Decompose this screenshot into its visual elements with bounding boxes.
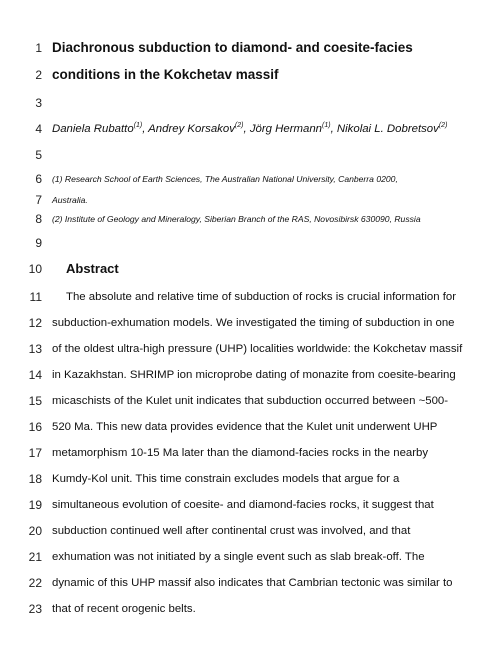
manuscript-line xyxy=(0,168,500,190)
abstract-line: of the oldest ultra-high pressure (UHP) localities worldwide: the Kokchetav massif xyxy=(52,343,463,355)
manuscript-line xyxy=(0,37,500,59)
line-number: 2 xyxy=(35,68,42,82)
line-number: 12 xyxy=(28,316,42,330)
abstract-heading: Abstract xyxy=(66,261,119,276)
author-name: Nikolai L. Dobretsov xyxy=(336,123,439,135)
manuscript-line xyxy=(0,364,500,386)
line-number: 9 xyxy=(35,236,42,250)
line-number: 3 xyxy=(35,96,42,110)
line-number: 13 xyxy=(28,342,42,356)
abstract-line: in Kazakhstan. SHRIMP ion microprobe dating of monazite from coesite-bearing xyxy=(52,369,456,381)
abstract-line: The absolute and relative time of subduction of rocks is crucial information for xyxy=(66,291,457,303)
manuscript-line xyxy=(0,520,500,542)
manuscript-line xyxy=(0,92,500,114)
manuscript-line xyxy=(0,312,500,334)
manuscript-line xyxy=(0,572,500,594)
line-number: 4 xyxy=(35,122,42,136)
author-affiliation-mark: (1) xyxy=(322,122,331,130)
line-number: 10 xyxy=(28,262,42,276)
manuscript-line xyxy=(0,468,500,490)
affiliation-2: (2) Institute of Geology and Mineralogy, Siberian Branch of the RAS, Novosibirsk 630090, Russia xyxy=(52,214,421,224)
line-number: 23 xyxy=(28,602,42,616)
author-name: Jörg Hermann xyxy=(249,123,322,135)
abstract-line: Kumdy-Kol unit. This time constrain excludes models that argue for a xyxy=(52,473,400,485)
title-line-2: conditions in the Kokchetav massif xyxy=(52,67,279,82)
abstract-line: dynamic of this UHP massif also indicates that Cambrian tectonic was similar to xyxy=(52,577,453,589)
author-name: Daniela Rubatto xyxy=(52,123,134,135)
manuscript-line xyxy=(0,390,500,412)
manuscript-line xyxy=(0,598,500,620)
abstract-line: simultaneous evolution of coesite- and diamond-facies rocks, it suggest that xyxy=(52,499,434,511)
line-number: 19 xyxy=(28,498,42,512)
manuscript-line xyxy=(0,546,500,568)
line-number: 11 xyxy=(29,290,42,304)
line-number: 21 xyxy=(28,550,42,564)
line-number: 22 xyxy=(28,576,42,590)
author-affiliation-mark: (1) xyxy=(133,122,143,130)
title-line-1: Diachronous subduction to diamond- and coesite-facies xyxy=(52,40,413,55)
author-affiliation-mark: (2) xyxy=(234,122,244,130)
manuscript-line xyxy=(0,494,500,516)
author-affiliation-mark: (2) xyxy=(438,122,448,130)
abstract-line: subduction continued well after continental crust was involved, and that xyxy=(52,525,411,537)
line-number: 18 xyxy=(28,472,42,486)
line-number: 8 xyxy=(35,212,42,226)
line-number: 6 xyxy=(35,172,42,186)
affiliation-1: (1) Research School of Earth Sciences, The Australian National University, Canberra 0200, xyxy=(52,174,398,184)
manuscript-line xyxy=(0,208,500,230)
abstract-line: that of recent orogenic belts. xyxy=(52,603,196,615)
manuscript-line xyxy=(0,64,500,86)
manuscript-line xyxy=(0,144,500,166)
manuscript-line xyxy=(0,232,500,254)
author-name: Andrey Korsakov xyxy=(148,123,235,135)
line-number: 15 xyxy=(28,394,42,408)
abstract-line: 520 Ma. This new data provides evidence that the Kulet unit underwent UHP xyxy=(52,421,438,433)
line-number: 16 xyxy=(28,420,42,434)
manuscript-line xyxy=(0,442,500,464)
abstract-line: micaschists of the Kulet unit indicates that subduction occurred between ~500- xyxy=(52,395,449,407)
abstract-line: subduction-exhumation models. We investigated the timing of subduction in one xyxy=(52,317,455,329)
line-number: 17 xyxy=(28,446,42,460)
line-number: 5 xyxy=(35,148,42,162)
manuscript-line xyxy=(0,258,500,280)
line-number: 1 xyxy=(35,41,42,55)
manuscript-line xyxy=(0,286,500,308)
manuscript-line xyxy=(0,338,500,360)
line-number: 20 xyxy=(28,524,42,538)
manuscript-line xyxy=(0,118,500,140)
affiliation-1-continued: Australia. xyxy=(52,195,88,205)
line-number: 7 xyxy=(35,193,42,207)
line-number: 14 xyxy=(28,368,42,382)
manuscript-line xyxy=(0,416,500,438)
abstract-line: exhumation was not initiated by a single event such as slab break-off. The xyxy=(52,551,425,563)
author-list: Daniela Rubatto$^{(1)}$, Andrey Korsakov$^{(2)}$, Jörg Hermann$^{(1)}$, Nikolai L. Dobretsov$^{(2)}$ xyxy=(52,122,448,135)
abstract-line: metamorphism 10-15 Ma later than the diamond-facies rocks in the nearby xyxy=(52,447,429,459)
